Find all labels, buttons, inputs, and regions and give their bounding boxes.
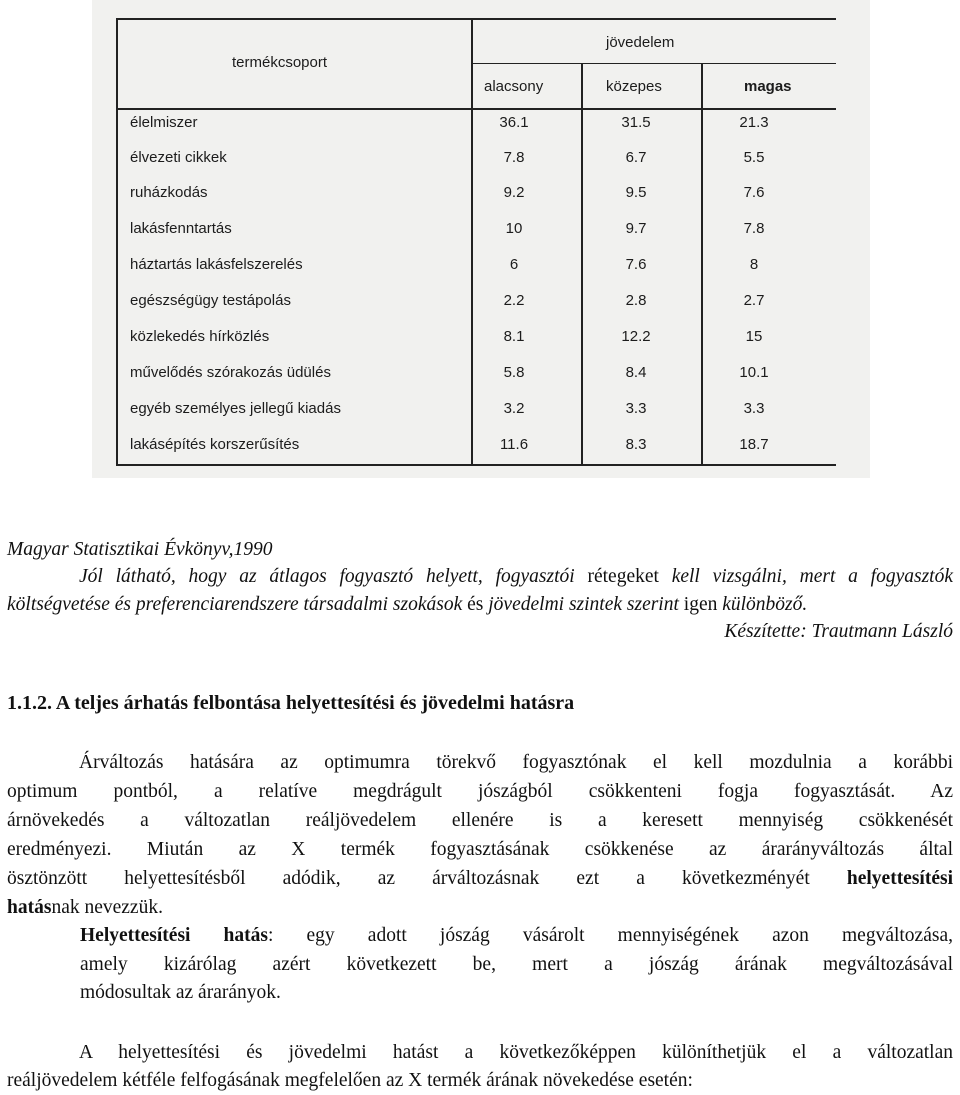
cell-high: 7.8 — [743, 220, 765, 237]
definition-term: Helyettesítési hatás — [80, 925, 268, 946]
definition-line: módosultak az árarányok. — [80, 982, 281, 1003]
row-label: élvezeti cikkek — [130, 149, 227, 166]
cell-mid: 6.7 — [625, 149, 647, 166]
para-line: reáljövedelem kétféle felfogásának megfelelően az X termék árának növekedése esetén: — [7, 1070, 693, 1091]
para-line: A helyettesítési és jövedelmi hatást a következőképpen különíthetjük el a változatlan — [79, 1042, 953, 1063]
cell-low: 7.8 — [503, 149, 525, 166]
definition-line: amely kizárólag azért következett be, mert a jószág árának megváltozásával — [80, 953, 953, 975]
cell-high: 18.7 — [739, 436, 769, 453]
row-label: egyéb személyes jellegű kiadás — [130, 400, 341, 417]
table-col-divider — [471, 18, 473, 466]
caption-line-2: költségvetése és preferenciarendszere társadalmi szokások és jövedelmi szintek szerint igen különböző. — [7, 593, 808, 615]
cell-low: 8.1 — [503, 328, 525, 345]
cell-low: 10 — [505, 220, 523, 237]
income-header: jövedelem — [606, 34, 675, 51]
row-label: közlekedés hírközlés — [130, 328, 270, 345]
cell-mid: 8.4 — [625, 364, 647, 381]
group-header: termékcsoport — [232, 54, 328, 71]
row-label: háztartás lakásfelszerelés — [130, 256, 303, 273]
cell-mid: 31.5 — [621, 114, 651, 131]
paragraph-separation — [7, 1039, 953, 1095]
caption-line-1: Jól látható, hogy az átlagos fogyasztó helyett, fogyasztói rétegeket kell vizsgálni, mert a fogyasztók — [79, 566, 953, 587]
cell-mid: 2.8 — [625, 292, 647, 309]
cell-high: 21.3 — [739, 114, 769, 131]
cell-mid: 7.6 — [625, 256, 647, 273]
para-line: árnövekedés a változatlan reáljövedelem ellenére is a keresett mennyiség csökkenését — [7, 810, 953, 831]
table-col-divider — [701, 63, 703, 466]
row-label: egészségügy testápolás — [130, 292, 291, 309]
cell-high: 8 — [749, 256, 759, 273]
cell-high: 10.1 — [739, 364, 769, 381]
cell-high: 5.5 — [743, 149, 765, 166]
author-line: Készítette: Trautmann László — [724, 621, 953, 642]
cell-mid: 9.7 — [625, 220, 647, 237]
caption-paragraph — [7, 563, 953, 646]
cell-high: 15 — [745, 328, 763, 345]
cell-low: 36.1 — [499, 114, 529, 131]
table-top-rule — [116, 18, 836, 20]
cell-high: 7.6 — [743, 184, 765, 201]
section-heading: 1.1.2. A teljes árhatás felbontása helyettesítési és jövedelmi hatásra — [7, 692, 575, 714]
cell-low: 3.2 — [503, 400, 525, 417]
para-line: ösztönzött helyettesítésből adódik, az árváltozásnak ezt a következményét helyettesítési — [7, 868, 954, 889]
row-label: élelmiszer — [130, 114, 198, 131]
scanned-table-image — [92, 0, 870, 478]
definition-line: Helyettesítési hatás: egy adott jószág vásárolt mennyiségének azon megváltozása, — [80, 925, 953, 946]
para-line: Árváltozás hatására az optimumra törekvő fogyasztónak el kell mozdulnia a korábbi — [79, 752, 953, 773]
cell-low: 5.8 — [503, 364, 525, 381]
para-line: eredményezi. Miután az X termék fogyasztásának csökkenése az árarányváltozás által — [7, 839, 953, 860]
table-left-border — [116, 18, 118, 466]
cell-mid: 9.5 — [625, 184, 647, 201]
definition-block — [80, 922, 953, 1008]
table-header-rule — [116, 108, 836, 110]
cell-mid: 3.3 — [625, 400, 647, 417]
cell-low: 6 — [509, 256, 519, 273]
cell-high: 2.7 — [743, 292, 765, 309]
cell-low: 9.2 — [503, 184, 525, 201]
para-line: optimum pontból, a relatíve megdrágult jószágból csökkenteni fogja fogyasztását. Az — [7, 781, 953, 802]
row-label: ruházkodás — [130, 184, 208, 201]
table-col-divider — [581, 63, 583, 466]
row-label: lakásépítés korszerűsítés — [130, 436, 300, 453]
paragraph-substitution — [7, 748, 953, 922]
cell-high: 3.3 — [743, 400, 765, 417]
row-label: művelődés szórakozás üdülés — [130, 364, 331, 381]
cell-mid: 12.2 — [621, 328, 651, 345]
col-header-high: magas — [744, 78, 792, 95]
col-header-mid: közepes — [606, 78, 662, 95]
row-label: lakásfenntartás — [130, 220, 232, 237]
col-header-low: alacsony — [484, 78, 544, 95]
source-line: Magyar Statisztikai Évkönyv,1990 — [7, 539, 273, 560]
income-subheader-rule — [471, 63, 836, 64]
cell-low: 11.6 — [499, 436, 529, 453]
cell-low: 2.2 — [503, 292, 525, 309]
para-line: hatásnak nevezzük. — [7, 897, 163, 918]
consumption-table — [116, 18, 836, 466]
cell-mid: 8.3 — [625, 436, 647, 453]
table-bottom-rule — [116, 464, 836, 466]
